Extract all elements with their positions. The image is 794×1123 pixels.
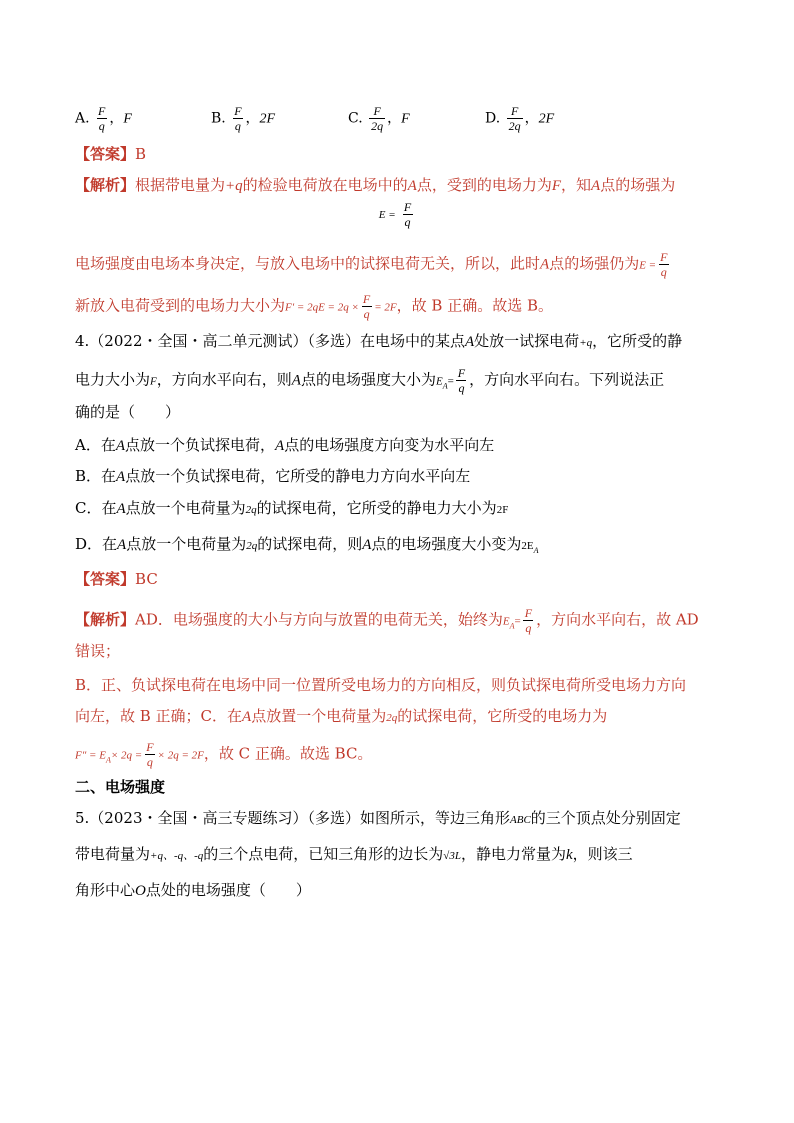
fraction: $\frac{F}{2q}$: [371, 104, 384, 133]
q4-option-b: B．在A点放一个负试探电荷，它所受的静电力方向水平向左: [75, 467, 471, 485]
q5-stem-line1: 5.（2023・全国・高三专题练习）（多选）如图所示，等边三角形ABC的三个顶点处分别固定: [75, 809, 681, 827]
fraction: $\frac{F}{q}$: [234, 104, 242, 133]
q3-formula: E = $\frac{F}{q}$: [378, 200, 412, 229]
fraction: $\frac{F}{q}$: [660, 250, 668, 279]
q5-stem-line2: 带电荷量为+q、-q、-q的三个点电荷，已知三角形的边长为√3L，静电力常量为k，则该三: [75, 845, 633, 863]
q4-stem-line2: 电力大小为F，方向水平向右，则A点的电场强度大小为$E_A=$ $\frac{F}{q}$ ，方向水平向右。下列说法正: [75, 366, 665, 395]
fraction: $\frac{F}{2q}$: [508, 104, 521, 133]
fraction: $\frac{F}{q}$: [457, 366, 466, 395]
q4-analysis-line2: 错误；: [75, 642, 121, 660]
q4-analysis-line5: $F'' = E_A\times 2q$ = $\frac{F}{q}$ × 2q = 2F，故 C 正确。故选 BC。: [75, 740, 373, 769]
section-heading: 二、电场强度: [75, 778, 166, 796]
q3-analysis-line3: 新放入电荷受到的电场力大小为F′ = 2qE = 2q × $\frac{F}{q}$ = 2F，故 B 正确。故选 B。: [75, 292, 553, 321]
q4-analysis-line1: 【解析】AD．电场强度的大小与方向与放置的电荷无关，始终为$E_A=$ $\frac{F}{q}$ ，方向水平向右，故 AD: [75, 606, 699, 635]
fraction: $\frac{F}{q}$: [362, 292, 371, 321]
q5-stem-line3: 角形中心O点处的电场强度（ ）: [75, 881, 311, 899]
option-b: B. $\frac{F}{q}$ ，2F: [211, 104, 276, 133]
q4-analysis-line4: 向左，故 B 正确；C．在A点放置一个电荷量为2q的试探电荷，它所受的电场力为: [75, 707, 608, 725]
q4-analysis-line3: B．正、负试探电荷在电场中同一位置所受电场力的方向相反，则负试探电荷所受电场力方向: [75, 676, 687, 694]
q3-answer: 【答案】B: [75, 145, 147, 163]
q3-analysis-line2: 电场强度由电场本身决定，与放入电场中的试探电荷无关，所以，此时A点的场强仍为E = $\frac{F}{q}$: [75, 250, 668, 279]
option-c: C. $\frac{F}{2q}$ ，F: [348, 104, 410, 133]
option-d: D. $\frac{F}{2q}$ ，2F: [485, 104, 555, 133]
fraction: $\frac{F}{q}$: [524, 606, 533, 635]
fraction: $\frac{F}{q}$: [403, 200, 412, 229]
q4-option-c: C．在A点放一个电荷量为2q的试探电荷，它所受的静电力大小为2F: [75, 499, 509, 517]
q3-analysis-line1: 【解析】根据带电量为+q的检验电荷放在电场中的A点，受到的电场力为F，知A点的场强为: [75, 176, 676, 194]
q4-option-d: D．在A点放一个电荷量为2q的试探电荷，则A点的电场强度大小变为$2E_A$: [75, 535, 539, 555]
q4-stem-line1: 4.（2022・全国・高二单元测试）（多选）在电场中的某点A处放一试探电荷+q，它所受的静: [75, 332, 683, 350]
q4-option-a: A．在A点放一个负试探电荷，A点的电场强度方向变为水平向左: [75, 436, 495, 454]
fraction: $\frac{F}{q}$: [146, 740, 154, 769]
fraction: $\frac{F}{q}$: [98, 104, 106, 133]
option-a: A. $\frac{F}{q}$ ，F: [75, 104, 132, 133]
q4-stem-line3: 确的是（ ）: [75, 403, 181, 421]
q4-answer: 【答案】BC: [75, 570, 158, 588]
